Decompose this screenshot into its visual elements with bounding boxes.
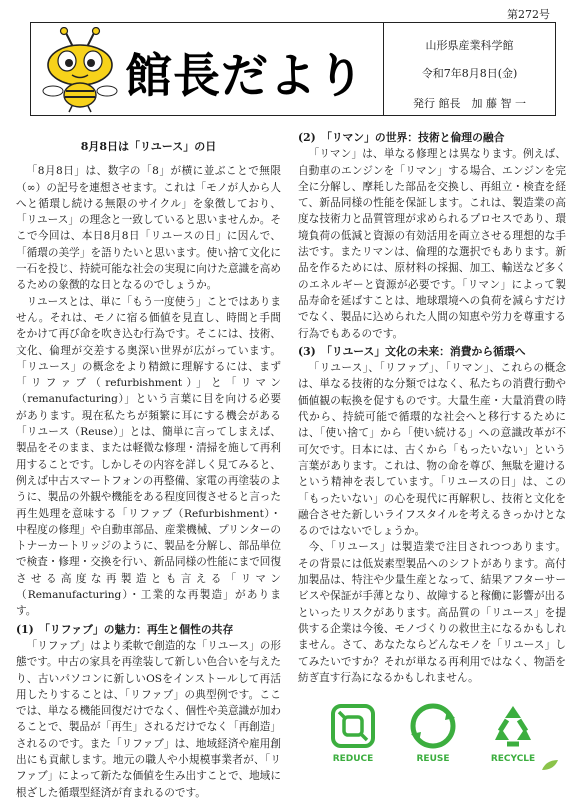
issue-number: 第272号 [507, 8, 550, 21]
reuse-icon [407, 700, 459, 752]
newsletter-title: 館長だより [125, 49, 365, 104]
recycle-label: RECYCLE [490, 754, 536, 764]
bee-mascot-icon [39, 27, 123, 113]
3r-icons [318, 700, 568, 795]
paragraph: 「リマン」は、単なる修理とは異なります。例えば、自動車のエンジンを「リマン」する場合、エンジンを完全に分解し、摩耗した部品を交換し、再組立・検査を経て、新品同様の性能を保証します。これは、製造業の高度な技術力と品質管理が求められるプロセスであり、環境負荷の低減と資源の有効活用を両立させる理想的な手法です。またリマンは、倫理的な選択でもあります。新品を作るためには、原材料の採掘、加工、輸送など多くのエネルギーと資源が必要です。「リマン」によって製品寿命を延ばすことは、地球環境への負荷を減らすだけでなく、製品に込められた人間の知恵や労力を尊重する行為でもあるのです。 [298, 148, 566, 340]
masthead-info [384, 23, 555, 115]
section-heading: (2) 「リマン」の世界：技術と倫理の融合 [298, 131, 505, 144]
paragraph: 「8月8日」は、数字の「8」が横に並ぶことで無限（∞）の記号を連想させます。これは「モノが人から人へと循環し続ける無限のサイクル」を象徴しており、「リユース」の理念と一致していると思いませんか。そこで今回は、本日8月8日「リユースの日」に因んで、「循環の美学」を語りたいと思います。使い捨て文化に一石を投じ、持続可能な社会の実現に向けた意識を高めるための象徴的な日となるのでしょうか。 [16, 165, 281, 292]
masthead-title-area [31, 23, 384, 115]
issuer-line: 発行 館長 加 藤 智 一 [413, 97, 526, 110]
masthead [30, 22, 556, 116]
paragraph: 「リユース」、「リファブ」、「リマン」、これらの概念は、単なる技術的な分類ではなく、私たちの消費行動や価値観の転換を促すものです。大量生産・大量消費の時代から、持続可能で循環的な社会へと移行するためには、「使い捨て」から「使い続ける」への意識改革が不可欠です。日本には、古くから「もったいない」という言葉があります。これは、物の命を尊び、無駄を避けるという精神を表しています。「リユースの日」は、この「もったいない」の心を現代に再解釈し、技術と文化を融合させた新しいライフスタイルを考えるきっかけとなるのではないでしょうか。 [298, 362, 566, 538]
reuse-item [398, 700, 468, 764]
paragraph: 今、「リユース」は製造業で注目されつつあります。その背景には低炭素型製品へのシフトがあります。高付加製品は、特注や少量生産となって、結果アフターサービスや保証が手薄となり、故障すると稼働に影響が出るといったリスクがあります。高品質の「リユース」を提供する企業は今後、モノづくりの救世主になるかもしれません。さて、あなたならどんなモノを「リユース」してみたいですか？それが単なる再利用ではなく、物語を紡ぎ直す行為になるかもしれません。 [298, 541, 566, 684]
museum-name: 山形県産業科学館 [425, 39, 514, 52]
reduce-item [318, 700, 388, 764]
paragraph: 「リファブ」はより柔軟で創造的な「リユース」の形態です。中古の家具を再塗装して新しい色合いを与えたり、古いパソコンに新しいOSをインストールして再活用したりすることは、「リファブ」の典型例です。ここでは、単なる機能回復だけでなく、個性や美意識が加わることで、製品が「再生」されるだけでなく「再創造」されるのです。また「リファブ」は、地域経済や雇用創出にも貢献します。地元の職人や小規模事業者が、「リファブ」によって新たな価値を生み出すことで、地域に根ざした循環型経済が育まれるのです。 [16, 639, 281, 799]
reduce-label: REDUCE [332, 754, 374, 764]
right-column [298, 128, 566, 686]
recycle-icon [487, 700, 539, 752]
reduce-icon [327, 700, 379, 752]
reuse-label: REUSE [416, 754, 450, 764]
recycle-item [478, 700, 548, 764]
article-title: 8月8日は「リユース」の日 [80, 140, 217, 153]
paragraph: リユースとは、単に「もう一度使う」ことではありません。それは、モノに宿る価値を見直し、時間と手間をかけて再び命を吹き込む行為です。そこには、技術、文化、倫理が交差する奥深い世界が広がっています。「リユース」の概念をより精緻に理解するには、まず「リファブ（refurbishment）」と「リマン（remanufacturing）」という言葉に目を向ける必要があります。現在私たちが頻繁に耳にする機会がある「リユース（Reuse）」とは、簡単に言ってしまえば、製品をそのまま、または軽微な修理・清掃を施して再利用することです。しかしその内容を詳しく見てみると、例えば中古スマートフォンの再整備、家電の再塗装のように、製品の外観や機能をある程度回復させると言った再生処理を意味する「リファブ（Refurbishment）・中程度の修理」や自動車部品、産業機械、プリンターのトナーカートリッジのように、製品を分解し、部品単位で検査・修理・交換を行い、新品同様の性能にまで回復させる高度な再製造とも言える「リマン（Remanufacturing）・工業的な再製造」があります。 [16, 295, 281, 618]
left-column [16, 128, 281, 801]
section-heading: (3) 「リユース」文化の未来：消費から循環へ [298, 344, 526, 358]
section-heading: (1) 「リファブ」の魅力：再生と個性の共存 [16, 622, 234, 636]
leaf-icon [540, 758, 560, 772]
issue-date: 令和7年8月8日(金) [421, 67, 518, 80]
